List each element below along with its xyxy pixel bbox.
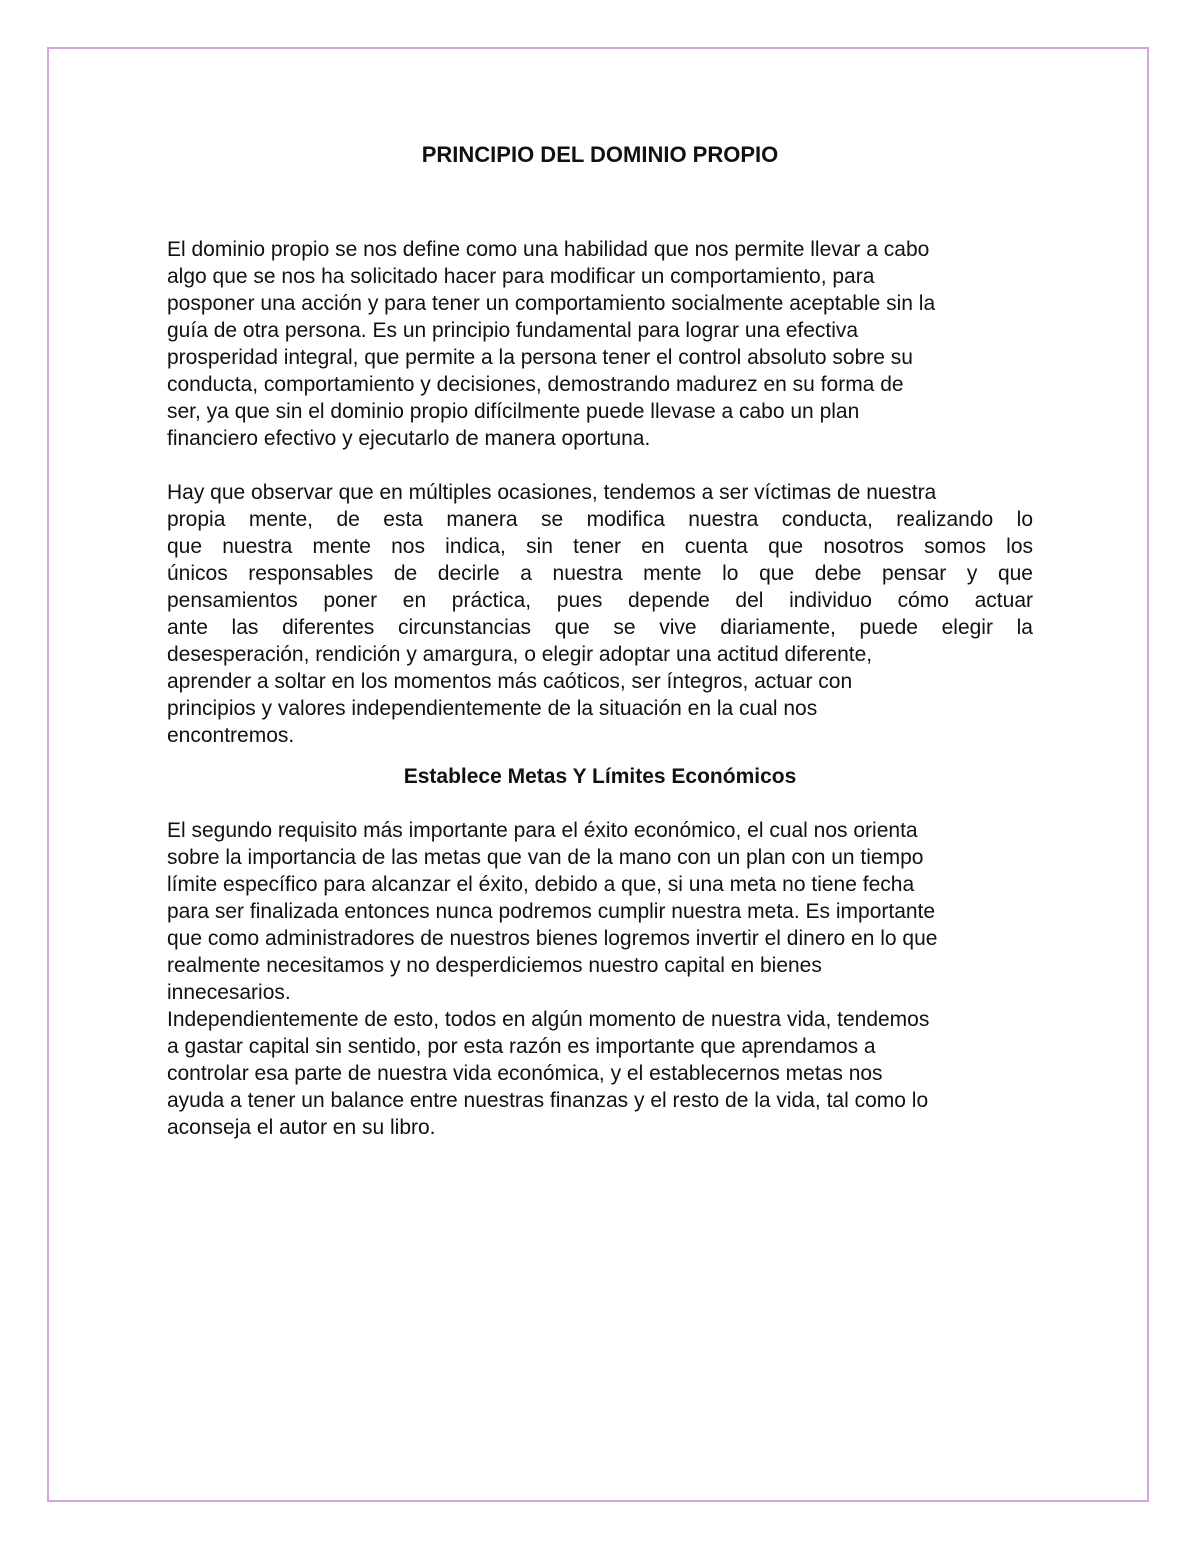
- text-line: Independientemente de esto, todos en algún momento de nuestra vida, tendemos: [167, 1008, 930, 1031]
- text-line: pensamientos poner en práctica, pues depende del individuo cómo actuar: [167, 589, 1033, 612]
- text-line: controlar esa parte de nuestra vida económica, y el establecernos metas nos: [167, 1062, 883, 1085]
- text-line: ante las diferentes circunstancias que se vive diariamente, puede elegir la: [167, 616, 1033, 639]
- section-subtitle: Establece Metas Y Límites Económicos: [403, 765, 797, 788]
- document-title: PRINCIPIO DEL DOMINIO PROPIO: [421, 142, 779, 167]
- text-line: sobre la importancia de las metas que van de la mano con un plan con un tiempo: [167, 846, 924, 869]
- paragraph-dominio-propio: [167, 236, 1033, 452]
- text-line: financiero efectivo y ejecutarlo de manera oportuna.: [167, 427, 651, 450]
- text-line: propia mente, de esta manera se modifica nuestra conducta, realizando lo: [167, 508, 1033, 531]
- paragraph-victimas-mente: [167, 479, 1033, 749]
- paragraph-independientemente: [167, 1006, 1033, 1141]
- text-line: únicos responsables de decirle a nuestra mente lo que debe pensar y que: [167, 562, 1033, 585]
- text-line: algo que se nos ha solicitado hacer para modificar un comportamiento, para: [167, 265, 875, 288]
- text-line: aprender a soltar en los momentos más caóticos, ser íntegros, actuar con: [167, 670, 853, 693]
- text-line: Hay que observar que en múltiples ocasiones, tendemos a ser víctimas de nuestra: [167, 481, 937, 504]
- text-line: límite específico para alcanzar el éxito, debido a que, si una meta no tiene fecha: [167, 873, 915, 896]
- text-line: ayuda a tener un balance entre nuestras finanzas y el resto de la vida, tal como lo: [167, 1089, 929, 1112]
- text-line: prosperidad integral, que permite a la persona tener el control absoluto sobre su: [167, 346, 913, 369]
- text-line: ser, ya que sin el dominio propio difícilmente puede llevase a cabo un plan: [167, 400, 860, 423]
- text-line: aconseja el autor en su libro.: [167, 1116, 436, 1139]
- text-line: que nuestra mente nos indica, sin tener en cuenta que nosotros somos los: [167, 535, 1033, 558]
- text-line: innecesarios.: [167, 981, 291, 1004]
- text-line: que como administradores de nuestros bienes logremos invertir el dinero en lo que: [167, 927, 938, 950]
- text-line: El dominio propio se nos define como una habilidad que nos permite llevar a cabo: [167, 238, 930, 261]
- text-line: principios y valores independientemente de la situación en la cual nos: [167, 697, 818, 720]
- text-line: posponer una acción y para tener un comportamiento socialmente aceptable sin la: [167, 292, 936, 315]
- text-line: desesperación, rendición y amargura, o elegir adoptar una actitud diferente,: [167, 643, 873, 666]
- paragraph-segundo-requisito: [167, 817, 1033, 1006]
- text-line: para ser finalizada entonces nunca podremos cumplir nuestra meta. Es importante: [167, 900, 936, 923]
- text-line: El segundo requisito más importante para el éxito económico, el cual nos orienta: [167, 819, 918, 842]
- text-line: a gastar capital sin sentido, por esta razón es importante que aprendamos a: [167, 1035, 876, 1058]
- paragraph-gap: [167, 452, 1033, 479]
- text-line: guía de otra persona. Es un principio fundamental para lograr una efectiva: [167, 319, 859, 342]
- text-line: conducta, comportamiento y decisiones, demostrando madurez en su forma de: [167, 373, 904, 396]
- text-line: realmente necesitamos y no desperdiciemos nuestro capital en bienes: [167, 954, 822, 977]
- document-body: [167, 140, 1033, 1141]
- text-line: encontremos.: [167, 724, 295, 747]
